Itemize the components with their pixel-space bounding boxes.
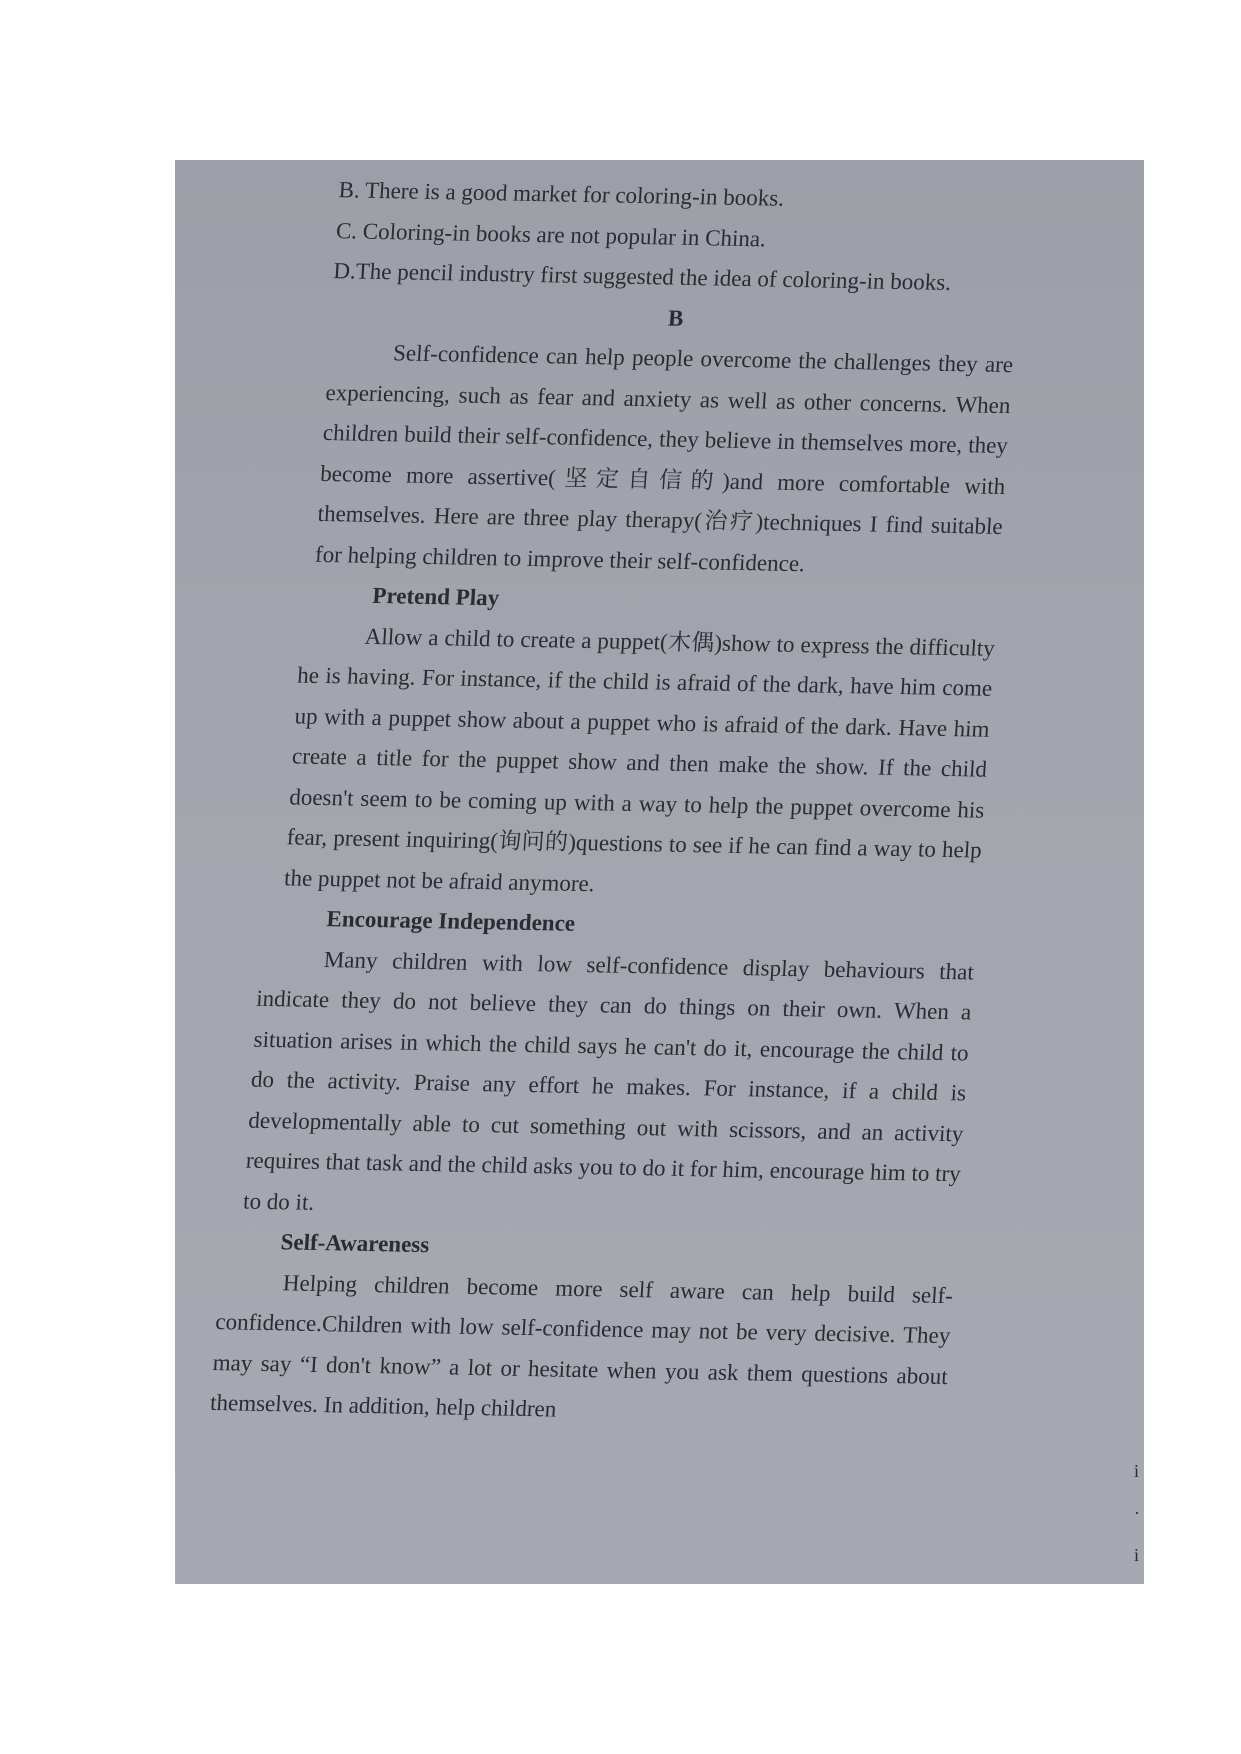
encourage-independence-paragraph	[175, 937, 975, 1236]
edge-marks	[1134, 1450, 1142, 1576]
pretend-play-paragraph	[178, 613, 996, 912]
encourage-independence-text: Many children with low self-confidence display behaviours that indicate they do not believe they can do things on their own. When a situation arises in which the child says he can't do it, encourage the child to do the activity. Praise any effort he makes. For instance, if a child is developmentally able to cut something out with scissors, and an activity requires that task and the child asks you to do it for him, encourage him to try to do it.	[242, 946, 975, 1215]
heading-pretend-play: Pretend Play	[371, 582, 501, 611]
edge-mark: i	[1134, 1545, 1140, 1565]
intro-text: Self-confidence can help people overcome the challenges they are experiencing, such as fear and anxiety as well as other concerns. When children build their self-confidence, they believe in themselves more, they become more assertive(坚定自信的)and more comfortable with themselves. Here are three play therapy(治疗)techniques I find suitable for helping children to improve their self-confidence.	[314, 340, 1014, 576]
document-page	[175, 168, 1025, 1438]
intro-paragraph	[199, 330, 1015, 588]
edge-mark: i	[1134, 1461, 1140, 1481]
edge-mark: ·	[1134, 1503, 1140, 1523]
heading-self-awareness: Self-Awareness	[279, 1229, 431, 1258]
section-letter: B	[667, 305, 685, 331]
self-awareness-paragraph	[175, 1260, 954, 1437]
option-d: D.The pencil industry first suggested the idea of coloring-in books.	[332, 258, 952, 295]
pretend-play-text: Allow a child to create a puppet(木偶)show to express the difficulty he is having. For instance, if the child is afraid of the dark, have him come up with a puppet show about a puppet who is afraid of the dark. Have him create a title for the puppet show and then make the show. If the child doesn't seem to be coming up with a way to help the puppet overcome his fear, present inquiring(询问的)questions to see if he can find a way to help the puppet not be afraid anymore.	[283, 623, 996, 896]
option-b: B. There is a good market for coloring-in books.	[337, 177, 785, 211]
self-awareness-text: Helping children become more self aware can help build self-confidence.Children with low self-confidence may not be very decisive. They may say “I don't know” a lot or hesitate when you ask them questions about themselves. In addition, help children	[209, 1269, 954, 1422]
heading-encourage-independence: Encourage Independence	[325, 906, 576, 936]
option-c: C. Coloring-in books are not popular in China.	[335, 217, 767, 251]
photographed-page	[175, 160, 1144, 1584]
